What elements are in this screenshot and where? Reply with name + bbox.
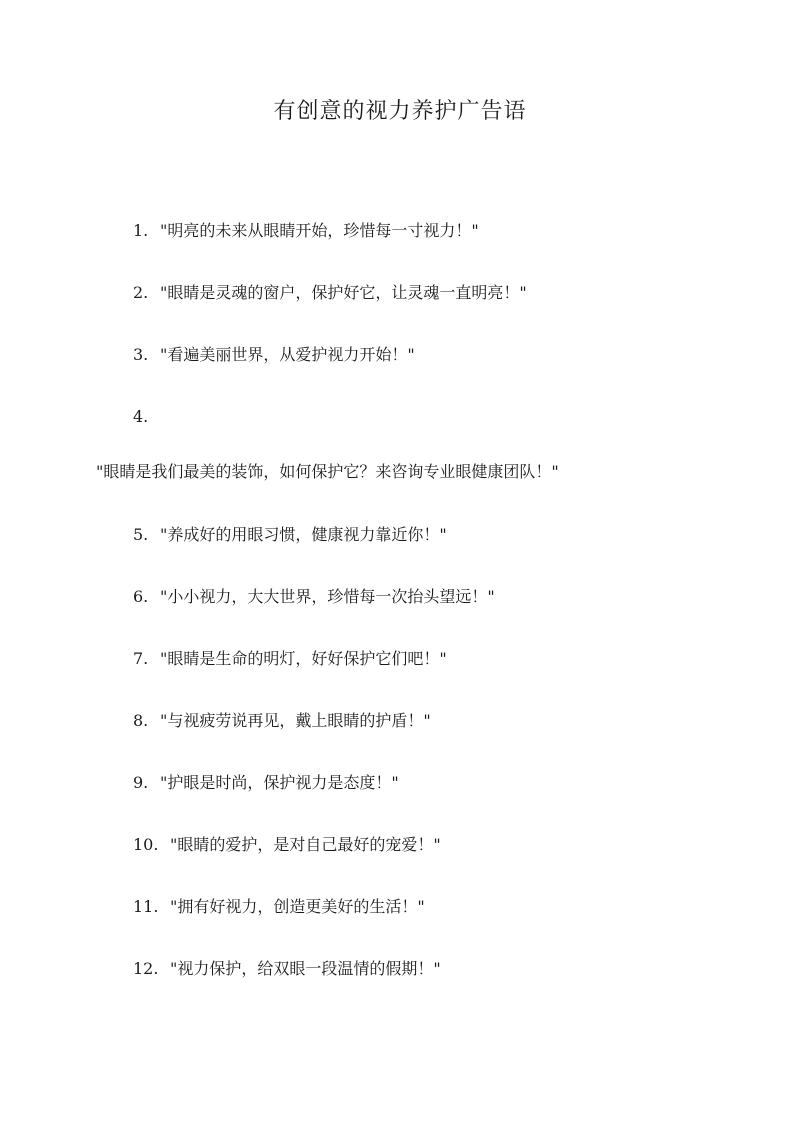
item-number: 4. xyxy=(133,407,149,426)
item-number: 12. xyxy=(133,959,159,978)
item-number: 11. xyxy=(133,897,159,916)
slogan-list xyxy=(0,216,800,1016)
item-text: "与视疲劳说再见，戴上眼睛的护盾！" xyxy=(160,711,431,730)
item-number: 5. xyxy=(133,525,149,544)
item-number: 3. xyxy=(133,345,149,364)
list-item xyxy=(0,644,800,706)
item-number: 9. xyxy=(133,773,149,792)
page-title: 有创意的视力养护广告语 xyxy=(273,99,527,124)
item-text: "眼睛的爱护，是对自己最好的宠爱！" xyxy=(170,835,441,854)
item-text: "护眼是时尚，保护视力是态度！" xyxy=(160,773,399,792)
item-text: "养成好的用眼习惯，健康视力靠近你！" xyxy=(160,525,447,544)
item-text: "视力保护，给双眼一段温情的假期！" xyxy=(170,959,441,978)
list-item xyxy=(0,892,800,954)
item-text: "明亮的未来从眼睛开始，珍惜每一寸视力！" xyxy=(160,221,479,240)
item-number: 1. xyxy=(133,221,149,240)
item-number: 10. xyxy=(133,835,159,854)
list-item xyxy=(0,582,800,644)
list-item xyxy=(0,216,800,278)
list-item xyxy=(0,278,800,340)
list-item xyxy=(0,402,800,520)
item-number: 8. xyxy=(133,711,149,730)
item-text: "眼睛是灵魂的窗户，保护好它，让灵魂一直明亮！" xyxy=(160,283,527,302)
item-number: 2. xyxy=(133,283,149,302)
list-item xyxy=(0,768,800,830)
item-text: "眼睛是生命的明灯，好好保护它们吧！" xyxy=(160,649,447,668)
list-item xyxy=(0,954,800,1016)
item-number: 7. xyxy=(133,649,149,668)
item-text: "眼睛是我们最美的装饰，如何保护它？来咨询专业眼健康团队！" xyxy=(96,462,559,481)
item-text: "看遍美丽世界，从爱护视力开始！" xyxy=(160,345,415,364)
list-item xyxy=(0,520,800,582)
item-text: "拥有好视力，创造更美好的生活！" xyxy=(170,897,425,916)
item-number: 6. xyxy=(133,587,149,606)
list-item xyxy=(0,706,800,768)
list-item xyxy=(0,340,800,402)
item-text: "小小视力，大大世界，珍惜每一次抬头望远！" xyxy=(160,587,495,606)
list-item xyxy=(0,830,800,892)
